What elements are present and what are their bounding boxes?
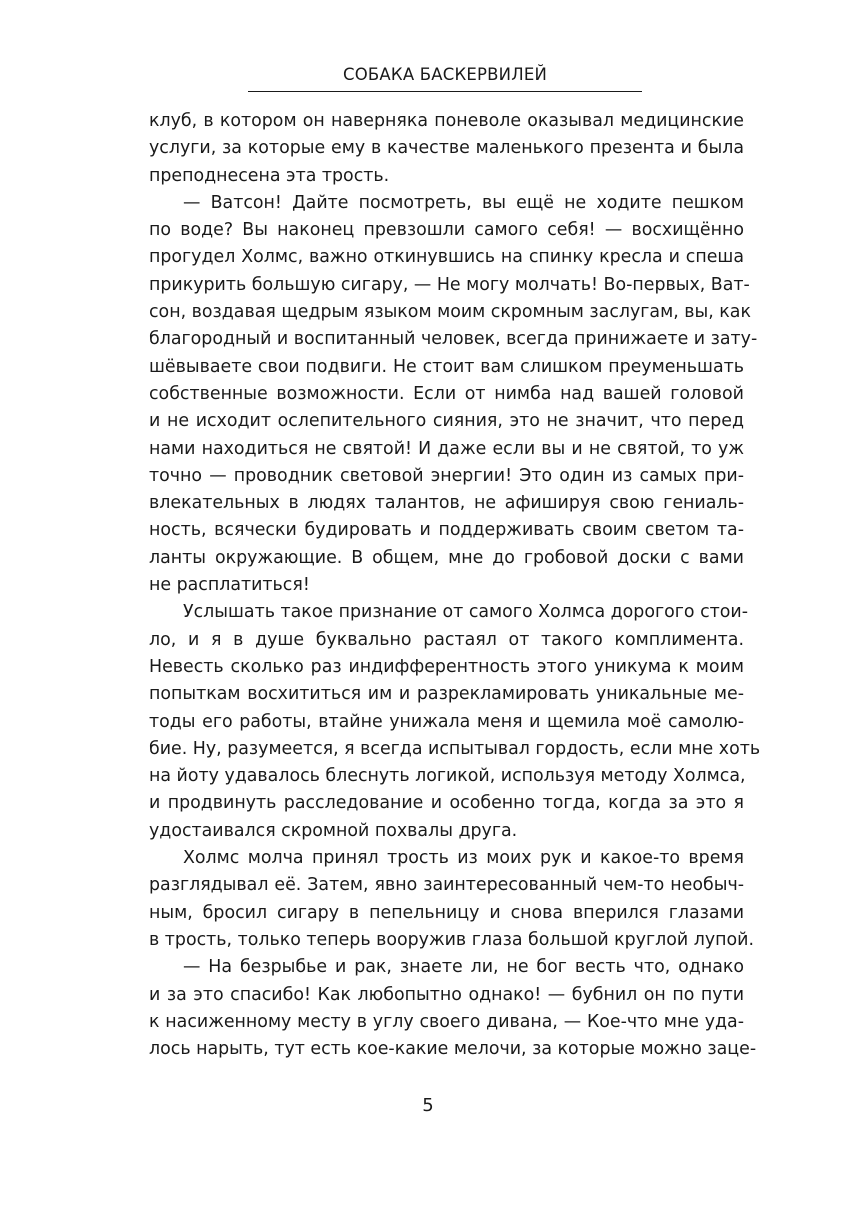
text-line: услуги, за которые ему в качестве маленького презента и была	[149, 138, 744, 159]
text-line: разглядывал её. Затем, явно заинтересованный чем-то необыч-	[149, 875, 744, 896]
text-line: и не исходит ослепительного сияния, это не значит, что перед	[149, 411, 744, 432]
text-line: удостаивался скромной похвалы друга.	[149, 820, 518, 841]
page-number: 5	[422, 1095, 434, 1116]
text-line: точно — проводник световой энергии! Это один из самых при-	[149, 465, 744, 486]
text-line: собственные возможности. Если от нимба над вашей головой	[149, 383, 744, 404]
text-line: преподнесена эта трость.	[149, 165, 390, 186]
text-line: — Ватсон! Дайте посмотреть, вы ещё не ходите пешком	[183, 192, 744, 213]
text-line: прикурить большую сигару, — Не могу молчать! Во-первых, Ват-	[149, 274, 750, 295]
page-body	[149, 108, 761, 1063]
text-line: прогудел Холмс, важно откинувшись на спинку кресла и спеша	[149, 247, 744, 268]
text-line: Холмс молча принял трость из моих рук и какое-то время	[183, 848, 744, 869]
text-line: шёвываете свои подвиги. Не стоит вам слишком преуменьшать	[149, 356, 744, 377]
paragraph	[149, 108, 744, 190]
text-line: попыткам восхититься им и разрекламировать уникальные ме-	[149, 684, 744, 705]
text-line: и за это спасибо! Как любопытно однако! — бубнил он по пути	[149, 984, 744, 1005]
text-line: тоды его работы, втайне унижала меня и щемила моё самолю-	[149, 711, 744, 732]
text-line: — На безрыбье и рак, знаете ли, не бог весть что, однако	[183, 957, 744, 978]
paragraph	[149, 599, 761, 845]
text-line: не расплатиться!	[149, 575, 310, 596]
text-line: по воде? Вы наконец превзошли самого себя! — восхищённо	[149, 220, 744, 241]
text-line: ло, и я в душе буквально растаял от такого комплимента.	[149, 629, 744, 650]
paragraph	[149, 954, 757, 1063]
book-title: СОБАКА БАСКЕРВИЛЕЙ	[248, 64, 642, 92]
text-line: к насиженному месту в углу своего дивана, — Кое-что мне уда-	[149, 1011, 744, 1032]
text-line: Услышать такое признание от самого Холмса дорогого стои-	[183, 602, 748, 623]
paragraph	[149, 845, 754, 954]
text-line: лось нарыть, тут есть кое-какие мелочи, за которые можно заце-	[149, 1039, 757, 1060]
text-line: влекательных в людях талантов, не афишируя свою гениаль-	[149, 493, 744, 514]
text-line: на йоту удавалось блеснуть логикой, используя методу Холмса,	[149, 766, 746, 787]
text-line: сон, воздавая щедрым языком моим скромным заслугам, вы, как	[149, 302, 751, 323]
running-header	[248, 64, 642, 92]
text-line: ланты окружающие. В общем, мне до гробовой доски с вами	[149, 547, 744, 568]
paragraph	[149, 190, 758, 599]
text-line: Невесть сколько раз индифферентность этого уникума к моим	[149, 656, 744, 677]
text-line: ность, всячески будировать и поддерживать своим светом та-	[149, 520, 744, 541]
text-line: нами находиться не святой! И даже если вы и не святой, то уж	[149, 438, 744, 459]
text-line: благородный и воспитанный человек, всегда принижаете и зату-	[149, 329, 758, 350]
text-line: бие. Ну, разумеется, я всегда испытывал гордость, если мне хоть	[149, 738, 761, 759]
text-line: и продвинуть расследование и особенно тогда, когда за это я	[149, 793, 744, 814]
text-line: ным, бросил сигару в пепельницу и снова вперился глазами	[149, 902, 744, 923]
text-line: клуб, в котором он наверняка поневоле оказывал медицинские	[149, 111, 744, 131]
text-line: в трость, только теперь вооружив глаза большой круглой лупой.	[149, 929, 754, 950]
